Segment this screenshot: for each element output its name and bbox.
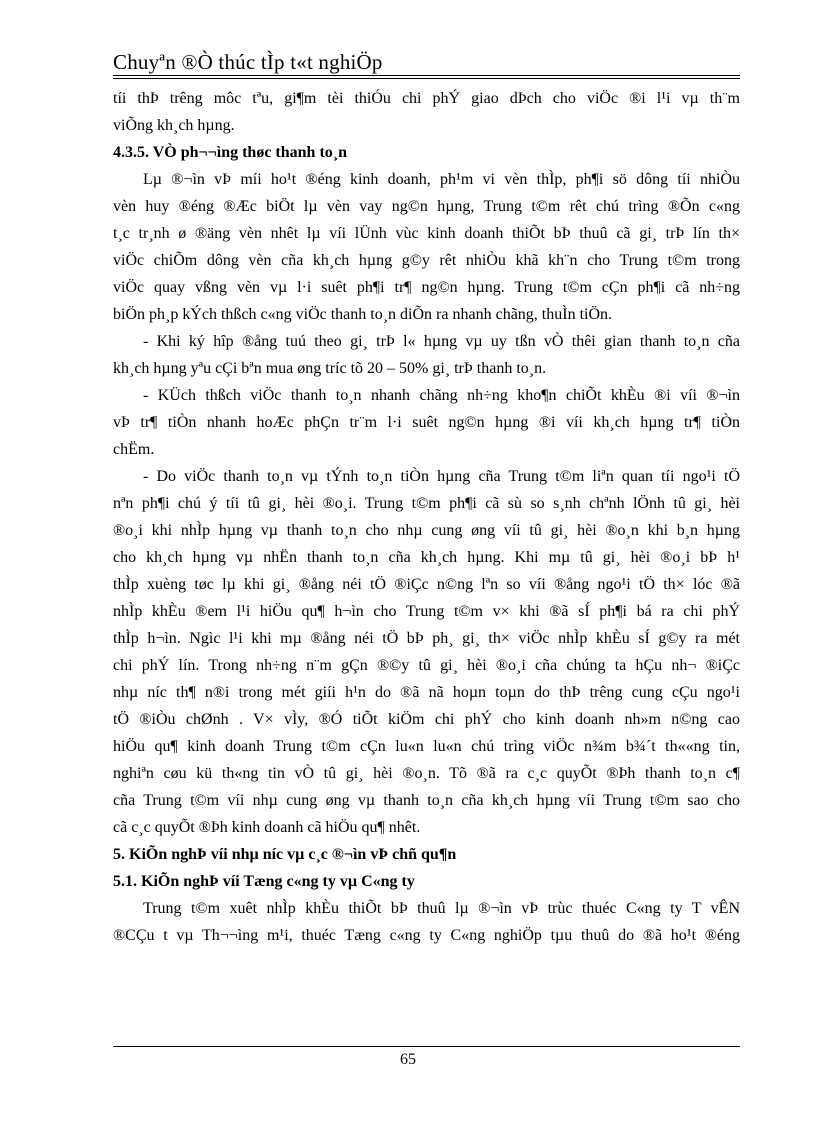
text-line: nhµ níc th¶ n®i trong mét giíi h¹n do ®ã nã hoµn toµn do thÞ trêng cung cÇu ngo¹i [113, 684, 740, 701]
text-line: biÖn ph¸p kÝch thßch c«ng viÖc thanh to¸n diÕn ra nhanh chãng, thuÌn tiÖn. [113, 306, 613, 323]
page-header-title: Chuyªn ®Ò thúc tÌp t«t nghiÖp [113, 50, 383, 74]
header-divider-thin [113, 78, 740, 79]
text-line: nªn ph¶i chú ý tíi tû gi¸ hèi ®o¸i. Trung t©m ph¶i cã sù so s¸nh chªnh lÖnh tû gi¸ hèi [113, 495, 740, 512]
text-line: thÌp xuèng tøc lµ khi gi¸ ®ång néi tÖ ®iÇc n©ng lªn so víi ®ång ngo¹i tÖ th× lóc ®ã [113, 576, 740, 593]
text-line: chËm. [113, 441, 155, 458]
text-line: - Khi ký hîp ®ång tuú theo gi¸ trÞ l« hµng vµ uy tßn vÒ thêi gian thanh to¸n cña [143, 333, 740, 350]
text-line: ®o¸i khi nhÌp hµng vµ thanh to¸n cho nhµ cung øng víi tû gi¸ hèi ®o¸n khi b¸n hµng [113, 522, 740, 539]
section-heading: 5. KiÕn nghÞ víi nhµ níc vµ c¸c ®¬ìn vÞ chñ qu¶n [113, 846, 457, 863]
text-line: nhÌp khÈu ®em l¹i hiÖu qu¶ h¬ìn cho Trung t©m v× khi ®ã sÍ ph¶i bá ra chi phÝ [113, 603, 740, 620]
text-line: cã c¸c quyÕt ®Þh kinh doanh cã hiÖu qu¶ nhêt. [113, 819, 421, 836]
footer-divider [113, 1046, 740, 1047]
section-heading: 5.1. KiÕn nghÞ víi Tæng c«ng ty vµ C«ng ty [113, 873, 415, 890]
text-line: vèn huy ®éng ®Æc biÖt lµ vèn vay ng©n hµng, Trung t©m rêt chú trìng ®Õn c«ng [113, 198, 740, 215]
text-line: ®CÇu t vµ Th¬¬ìng m¹i, thuéc Tæng c«ng ty C«ng nghiÖp tµu thuû do ®ã ho¹t ®éng [113, 927, 740, 944]
section-heading: 4.3.5. VÒ ph¬¬ìng thøc thanh to¸n [113, 144, 347, 161]
text-line: tíi thÞ trêng môc tªu, gi¶m tèi thiÓu chi phÝ giao dÞch cho viÖc ®i l¹i vµ th¨m [113, 90, 740, 107]
text-line: t¸c tr¸nh ø ®äng vèn nhêt lµ víi lÜnh vùc kinh doanh thiÕt bÞ thuû cã gi¸ trÞ lín th× [113, 225, 740, 242]
page-number: 65 [400, 1051, 416, 1068]
text-line: Trung t©m xuêt nhÌp khÈu thiÕt bÞ thuû lµ ®¬ìn vÞ trùc thuéc C«ng ty T vÊN [143, 900, 740, 917]
body-text [113, 85, 740, 949]
text-line: chi phÝ lín. Trong nh÷ng n¨m gÇn ®©y tû gi¸ hèi ®o¸i cña chúng ta hÇu nh¬ ®iÇc [113, 657, 740, 674]
text-line: viÖc quay vßng vèn vµ l·i suêt ph¶i tr¶ ng©n hµng. Trung t©m cÇn ph¶i cã nh÷ng [113, 279, 740, 296]
text-line: - Do viÖc thanh to¸n vµ tÝnh to¸n tiÒn hµng cña Trung t©m liªn quan tíi ngo¹i tÖ [143, 468, 740, 485]
text-line: hiÖu qu¶ kinh doanh Trung t©m cÇn lu«n lu«n chú trìng viÖc n¾m b¾´t th««ng tin, [113, 738, 740, 755]
header-divider [113, 75, 740, 76]
text-line: cña Trung t©m víi nhµ cung øng vµ thanh to¸n cña kh¸ch hµng víi Trung t©m sao cho [113, 792, 740, 809]
text-line: tÖ ®iÒu chØnh . V× vÌy, ®Ó tiÕt kiÖm chi phÝ cho kinh doanh nh»m n©ng cao [113, 711, 740, 728]
text-line: nghiªn cøu kü th«ng tin vÒ tû gi¸ hèi ®o¸n. Tõ ®ã ra c¸c quyÕt ®Þh thanh to¸n c¶ [113, 765, 740, 782]
text-line: thÌp h¬ìn. Ngìc l¹i khi mµ ®ång néi tÖ bÞ ph¸ gi¸ th× viÖc nhÌp khÈu sÍ g©y ra mét [113, 630, 740, 647]
text-line: - KÜch thßch viÖc thanh to¸n nhanh chãng nh÷ng kho¶n chiÕt khÈu ®i víi ®¬ìn [143, 387, 740, 404]
text-line: cho kh¸ch hµng vµ nhËn thanh to¸n cña kh¸ch hµng. Khi mµ tû gi¸ hèi ®o¸i bÞ h¹ [113, 549, 740, 566]
text-line: Lµ ®¬ìn vÞ míi ho¹t ®éng kinh doanh, ph¹m vi vèn thÌp, ph¶i sö dông tíi nhiÒu [143, 171, 740, 188]
text-line: kh¸ch hµng yªu cÇi bªn mua øng tríc tõ 20 – 50% gi¸ trÞ thanh to¸n. [113, 360, 547, 377]
text-line: vÞ tr¶ tiÒn nhanh hoÆc phÇn tr¨m l·i suêt ng©n hµng ®i víi kh¸ch hµng tr¶ tiÒn [113, 414, 740, 431]
text-line: viÖc chiÕm dông vèn cña kh¸ch hµng g©y rêt nhiÒu khã kh¨n cho Trung t©m trong [113, 252, 740, 269]
text-line: viÕng kh¸ch hµng. [113, 117, 235, 134]
